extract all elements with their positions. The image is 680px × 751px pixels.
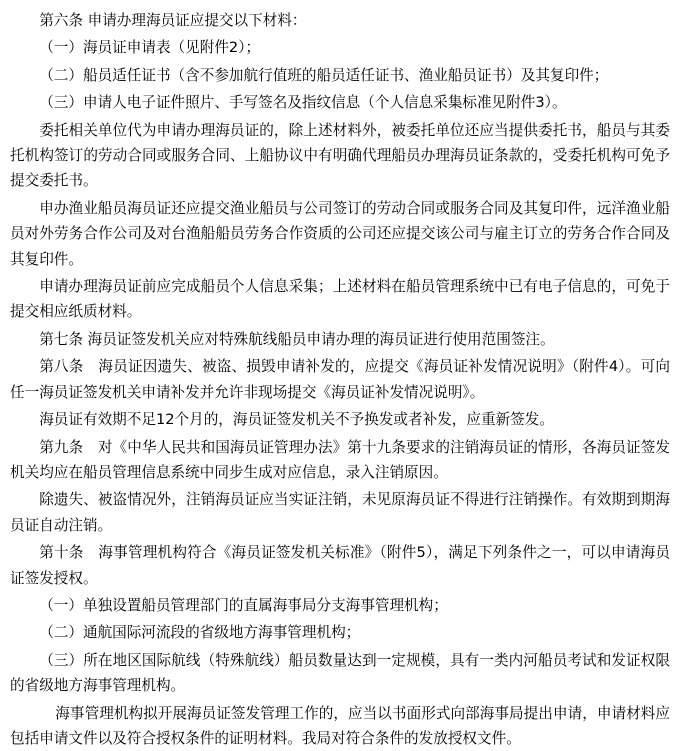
paragraph-article-8-2: 海员证有效期不足12个月的，海员证签发机关不予换发或者补发，应重新签发。 — [39, 411, 554, 429]
paragraph-article-6-fishery: 申办渔业船员海员证还应提交渔业船员与公司签订的劳动合同或服务合同及其复印件，远洋渔业船员对外劳务合作公司及对台渔船船员劳务合作资质的公司还应提交该公司与雇主订立的劳务合作合同及其复印件。 — [10, 199, 670, 268]
paragraph-article-9-2: 除遗失、被盗情况外，注销海员证应当实证注销，未见原海员证不得进行注销操作。有效期到期海员证自动注销。 — [10, 491, 670, 534]
paragraph-article-7: 第七条 海员证签发机关应对特殊航线船员申请办理的海员证进行使用范围签注。 — [39, 330, 555, 348]
paragraph-article-6-item-3: （三）申请人电子证件照片、手写签名及指纹信息（个人信息采集标准见附件3）。 — [39, 94, 567, 112]
paragraph-article-9: 第九条 对《中华人民共和国海员证管理办法》第十九条要求的注销海员证的情形，各海员证签发机关均应在船员管理信息系统中同步生成对应信息，录入注销原因。 — [10, 438, 670, 481]
paragraph-article-10-apply: 海事管理机构拟开展海员证签发管理工作的，应当以书面形式向部海事局提出申请，申请材料应包括申请文件以及符合授权条件的证明材料。我局对符合条件的发放授权文件。 — [10, 704, 670, 747]
paragraph-article-10-item-2: （二）通航国际河流段的省级地方海事管理机构； — [39, 624, 361, 642]
paragraph-article-10-item-1: （一）单独设置船员管理部门的直属海事局分支海事管理机构； — [39, 596, 448, 614]
paragraph-article-6-item-2: （二）船员适任证书（含不参加航行值班的船员适任证书、渔业船员证书）及其复印件； — [39, 66, 609, 84]
paragraph-article-6-entrust: 委托相关单位代为申请办理海员证的，除上述材料外，被委托单位还应当提供委托书，船员与其委托机构签订的劳动合同或服务合同、上船协议中有明确代理船员办理海员证条款的，受委托机构可免予提交委托书。 — [10, 121, 670, 190]
paragraph-article-8: 第八条 海员证因遗失、被盗、损毁申请补发的，应提交《海员证补发情况说明》（附件4）。可向任一海员证签发机关申请补发并允许非现场提交《海员证补发情况说明》。 — [10, 358, 670, 401]
paragraph-article-6-heading: 第六条 申请办理海员证应提交以下材料： — [39, 12, 307, 29]
paragraph-article-10-item-3: （三）所在地区国际航线（特殊航线）船员数量达到一定规模，具有一类内河船员考试和发证权限的省级地方海事管理机构。 — [10, 651, 670, 695]
paragraph-article-10: 第十条 海事管理机构符合《海员证签发机关标准》（附件5），满足下列条件之一，可以申请海员证签发授权。 — [10, 544, 670, 587]
paragraph-article-6-item-1: （一）海员证申请表（见附件2）； — [39, 39, 261, 57]
paragraph-article-6-collect: 申请办理海员证前应完成船员个人信息采集；上述材料在船员管理系统中已有电子信息的，可免于提交相应纸质材料。 — [10, 278, 670, 321]
